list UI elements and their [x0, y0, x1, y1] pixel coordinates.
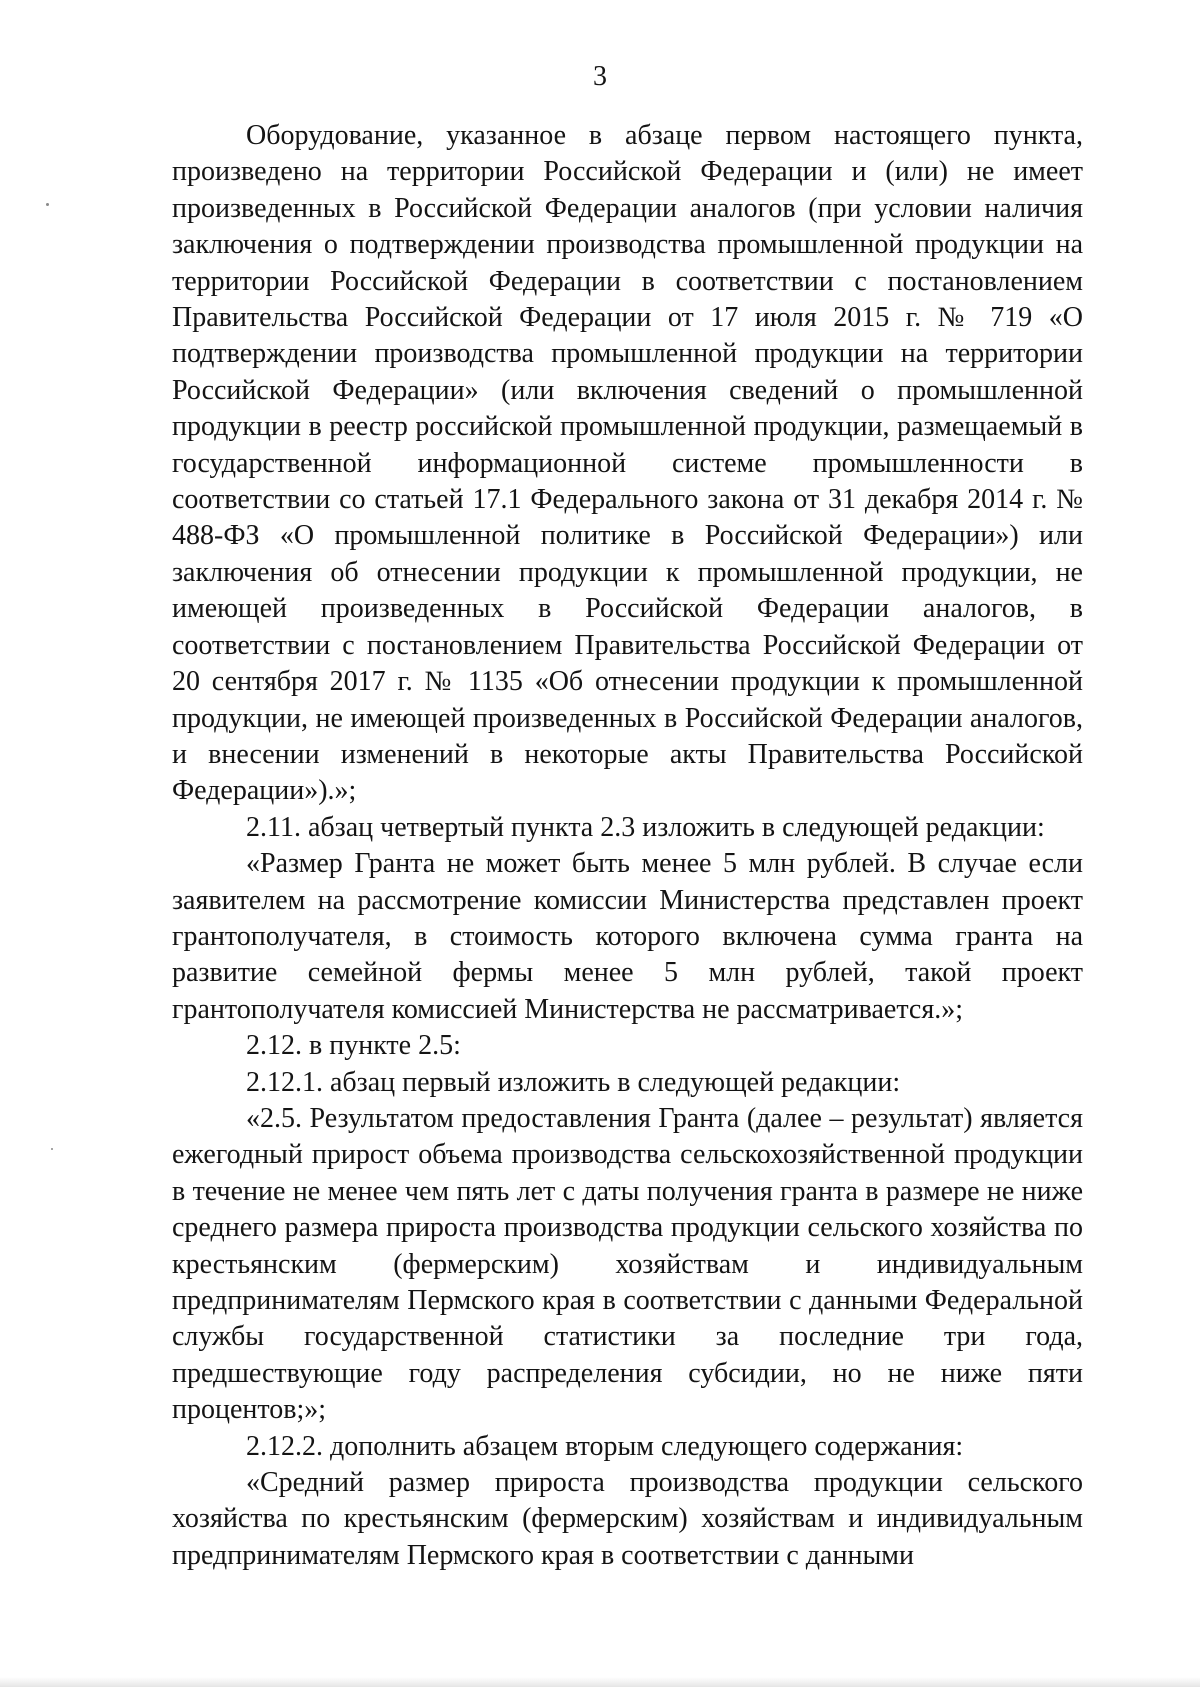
scan-bottom-edge — [0, 1677, 1200, 1687]
paragraph-2-12-2: 2.12.2. дополнить абзацем вторым следующего содержания: — [246, 1430, 964, 1462]
scan-speck — [51, 1148, 53, 1150]
paragraph-2-12: 2.12. в пункте 2.5: — [246, 1030, 461, 1062]
document-body — [172, 118, 1083, 1574]
paragraph-2-12-1: 2.12.1. абзац первый изложить в следующей редакции: — [246, 1066, 901, 1098]
paragraph-2-11: 2.11. абзац четвертый пункта 2.3 изложить в следующей редакции: — [246, 811, 1045, 843]
paragraph-2-5-result: «2.5. Результатом предоставления Гранта (далее – результат) является ежегодный прирост объема производства сельскохозяйственной продукции в течение не менее чем пять лет с даты получения гранта в размере не ниже среднего размера прироста производства продукции сельского хозяйства по крестьянским (фермерским) хозяйствам и индивидуальным предпринимателям Пермского края в соответствии с данными Федеральной службы государственной статистики за последние три года, предшествующие году распределения субсидии, но не ниже пяти процентов;»; — [172, 1102, 1083, 1426]
paragraph-average-growth: «Средний размер прироста производства продукции сельского хозяйства по крестьянским (фермерским) хозяйствам и индивидуальным предпринимателям Пермского края в соответствии с данными — [172, 1467, 1083, 1571]
paragraph-grant-size: «Размер Гранта не может быть менее 5 млн рублей. В случае если заявителем на рассмотрение комиссии Министерства представлен проект грантополучателя, в стоимость которого включена сумма гранта на развитие семейной фермы менее 5 млн рублей, такой проект грантополучателя комиссией Министерства не рассматривается.»; — [172, 848, 1083, 1025]
paragraph-equipment: Оборудование, указанное в абзаце первом настоящего пункта, произведено на территории Российской Федерации и (или) не имеет произведенных в Российской Федерации аналогов (при условии наличия заключения о подтверждении производства промышленной продукции на территории Российской Федерации в соответствии с постановлением Правительства Российской Федерации от 17 июля 2015 г. № 719 «О подтверждении производства промышленной продукции на территории Российской Федерации» (или включения сведений о промышленной продукции в реестр российской промышленной продукции, размещаемый в государственной информационной системе промышленности в соответствии со статьей 17.1 Федерального закона от 31 декабря 2014 г. № 488-ФЗ «О промышленной политике в Российской Федерации») или заключения об отнесении продукции к промышленной продукции, не имеющей произведенных в Российской Федерации аналогов, в соответствии с постановлением Правительства Российской Федерации от 20 сентября 2017 г. № 1135 «Об отнесении продукции к промышленной продукции, не имеющей произведенных в Российской Федерации аналогов, и внесении изменений в некоторые акты Правительства Российской Федерации»).»; — [172, 120, 1083, 807]
scan-speck — [46, 203, 49, 206]
page-number: 3 — [593, 61, 607, 92]
